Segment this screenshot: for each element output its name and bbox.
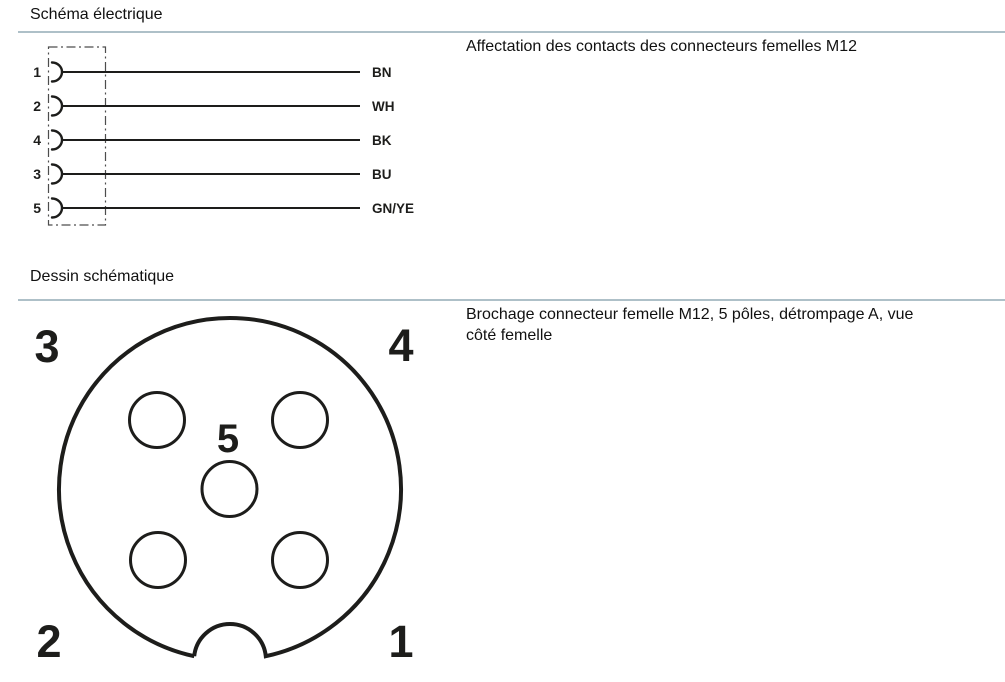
connector-pin-number-5: 5 xyxy=(216,417,240,461)
pin-number-label: 3 xyxy=(33,166,41,182)
connector-body-outline xyxy=(59,318,401,656)
electrical-schematic-caption: Affectation des contacts des connecteurs femelles M12 xyxy=(466,38,858,55)
wire-color-label: BU xyxy=(372,167,392,182)
caption-line: Brochage connecteur femelle M12, 5 pôles, détrompage A, vue xyxy=(466,306,914,323)
pin-number-label: 1 xyxy=(33,64,41,80)
caption-line: côté femelle xyxy=(466,327,553,344)
socket-contact-arc-icon xyxy=(52,63,62,82)
socket-contact-arc-icon xyxy=(52,165,62,184)
connector-pinout-caption xyxy=(466,304,1005,346)
pin-hole-4 xyxy=(273,393,328,448)
socket-contact-arc-icon xyxy=(52,97,62,116)
pin-hole-3 xyxy=(130,393,185,448)
connector-pin-number-1: 1 xyxy=(388,616,414,667)
socket-contact-arc-icon xyxy=(52,199,62,218)
pin-number-label: 4 xyxy=(33,132,41,148)
section-title-schematic-drawing: Dessin schématique xyxy=(30,268,175,285)
wiring-pins-group xyxy=(33,63,414,218)
connector-face-figure xyxy=(0,300,460,682)
wire-color-label: GN/YE xyxy=(372,201,415,216)
pin-hole-1 xyxy=(273,533,328,588)
wiring-diagram-figure xyxy=(0,0,440,245)
socket-contact-arc-icon xyxy=(52,131,62,150)
section-title-electrical-schematic: Schéma électrique xyxy=(30,6,163,23)
connector-pin-number-4: 4 xyxy=(388,320,414,371)
wire-color-label: BN xyxy=(372,65,392,80)
connector-pin-number-3: 3 xyxy=(34,321,60,372)
connector-boundary-dashed-box xyxy=(49,47,106,225)
wire-color-label: WH xyxy=(372,99,395,114)
wire-color-label: BK xyxy=(372,133,392,148)
pin-hole-2 xyxy=(131,533,186,588)
pin-hole-5 xyxy=(202,462,257,517)
pin-number-label: 5 xyxy=(33,200,41,216)
connector-pin-number-2: 2 xyxy=(36,616,62,667)
pin-number-label: 2 xyxy=(33,98,41,114)
